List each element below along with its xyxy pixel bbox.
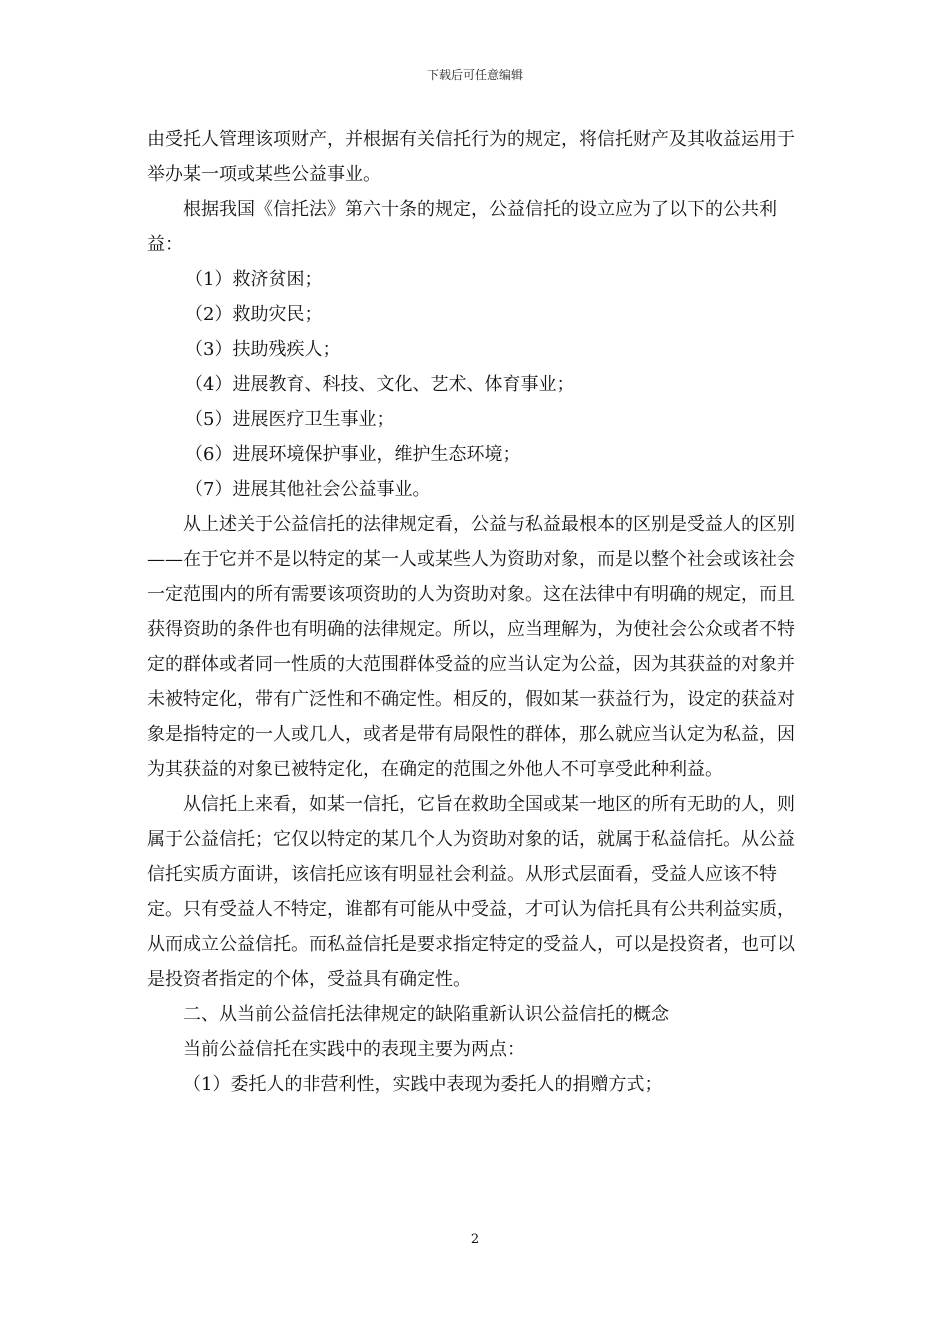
paragraph-law-reference: 根据我国《信托法》第六十条的规定，公益信托的设立应为了以下的公共利益：	[147, 199, 777, 255]
page-header: 下载后可任意编辑	[426, 68, 523, 82]
document-body	[147, 122, 812, 1102]
paragraph-trust-view: 从信托上来看，如某一信托，它旨在救助全国或某一地区的所有无助的人，则属于公益信托；它仅以特定的某几个人为资助对象的话，就属于私益信托。从公益信托实质方面讲，该信托应该有明显社会利益。从形式层面看，受益人应该不特定。只有受益人不特定，谁都有可能从中受益，才可认为信托具有公共利益实质，从而成立公益信托。而私益信托是要求指定特定的受益人，可以是投资者，也可以是投资者指定的个体，受益具有确定性。	[147, 794, 795, 990]
page-number: 2	[470, 1232, 480, 1247]
section-heading: 二、从当前公益信托法律规定的缺陷重新认识公益信托的概念	[183, 1004, 669, 1025]
list-item: （3）扶助残疾人；	[185, 339, 341, 360]
list-item: （2）救助灾民；	[185, 304, 323, 325]
list-item: （1）救济贫困；	[185, 269, 323, 290]
paragraph-public-vs-private: 从上述关于公益信托的法律规定看，公益与私益最根本的区别是受益人的区别——在于它并不是以特定的某一人或某些人为资助对象，而是以整个社会或该社会一定范围内的所有需要该项资助的人为资助对象。这在法律中有明确的规定，而且获得资助的条件也有明确的法律规定。所以，应当理解为，为使社会公众或者不特定的群体或者同一性质的大范围群体受益的应当认定为公益，因为其获益的对象并未被特定化，带有广泛性和不确定性。相反的，假如某一获益行为，设定的获益对象是指特定的一人或几人，或者是带有局限性的群体，那么就应当认定为私益，因为其获益的对象已被特定化，在确定的范围之外他人不可享受此种利益。	[147, 514, 795, 780]
paragraph-practice: 当前公益信托在实践中的表现主要为两点：	[183, 1039, 525, 1060]
list-item: （7）进展其他社会公益事业。	[185, 479, 431, 500]
list-item: （1）委托人的非营利性，实践中表现为委托人的捐赠方式；	[183, 1074, 663, 1095]
list-item: （5）进展医疗卫生事业；	[185, 409, 395, 430]
paragraph-continuation: 由受托人管理该项财产，并根据有关信托行为的规定，将信托财产及其收益运用于举办某一项或某些公益事业。	[147, 129, 795, 185]
list-item: （4）进展教育、科技、文化、艺术、体育事业；	[185, 374, 575, 395]
list-item: （6）进展环境保护事业，维护生态环境；	[185, 444, 521, 465]
